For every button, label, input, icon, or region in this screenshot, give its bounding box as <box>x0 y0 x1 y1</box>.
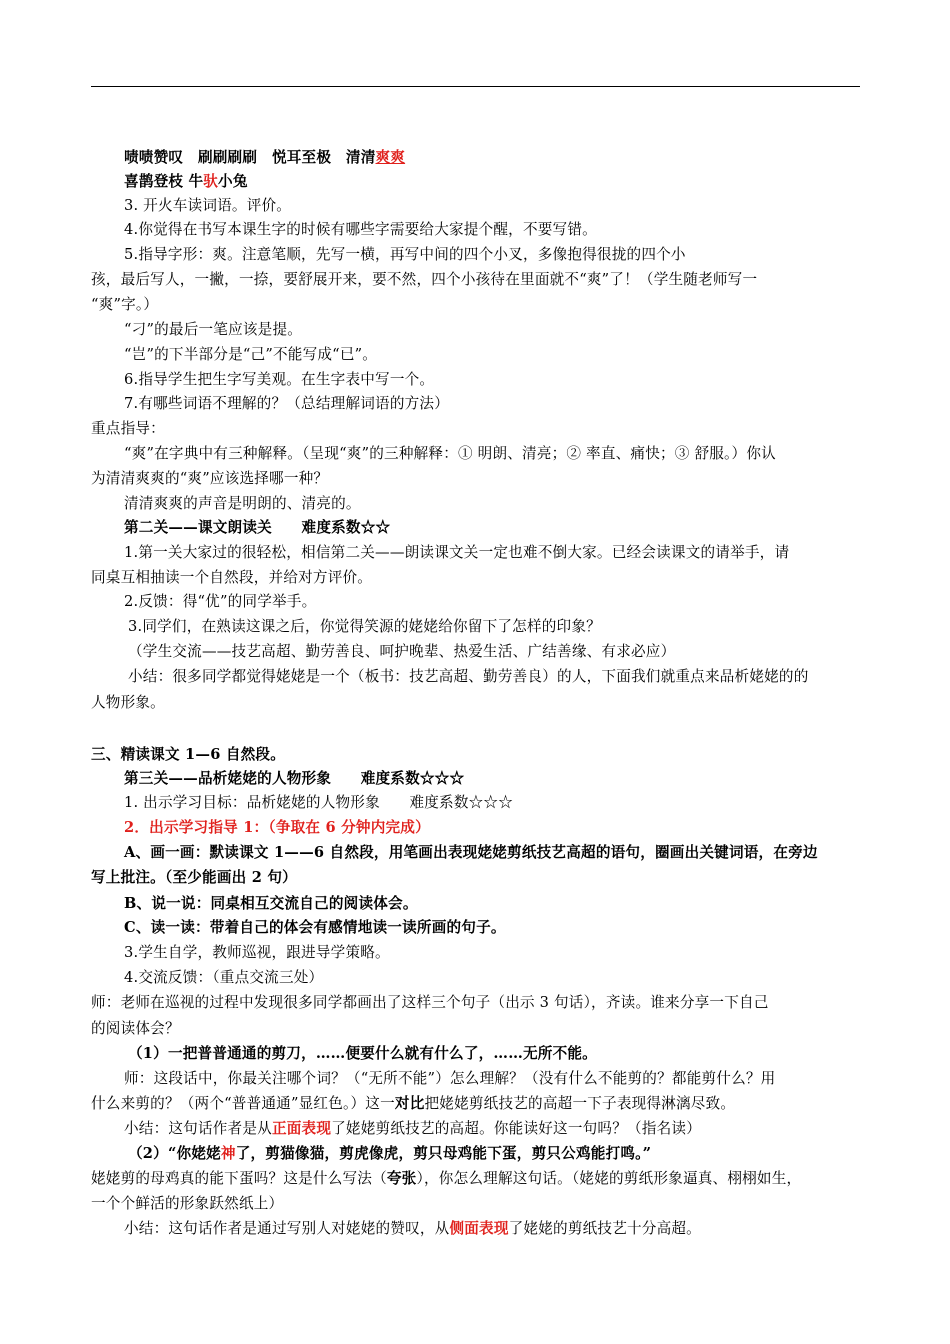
text-line <box>124 818 430 837</box>
text-line <box>91 1194 283 1213</box>
text-segment: 小结：这句话作者是从 <box>124 1120 272 1137</box>
text-line <box>128 642 675 661</box>
text-line <box>124 444 776 463</box>
text-segment: 清清爽爽的声音是明朗的、清亮的。 <box>124 495 361 512</box>
text-segment: 3.学生自学，教师巡视，跟进导学策略。 <box>124 944 390 961</box>
text-line <box>91 868 297 887</box>
text-line <box>124 1069 775 1088</box>
text-line <box>91 693 165 712</box>
text-line <box>124 494 361 513</box>
text-segment: 第三关——品析姥姥的人物形象 难度系数☆☆☆ <box>124 770 465 787</box>
text-segment: 4.交流反馈：（重点交流三处） <box>124 969 324 986</box>
text-line <box>124 793 513 812</box>
text-segment: 姥姥剪的母鸡真的能下蛋吗？这是什么写法（ <box>91 1170 387 1187</box>
text-segment: 4.你觉得在书写本课生字的时候有哪些字需要给大家提个醒，不要写错。 <box>124 221 597 238</box>
text-segment: 3.同学们，在熟读这课之后，你觉得笑源的姥姥给你留下了怎样的印象？ <box>128 618 601 635</box>
text-line <box>124 968 323 987</box>
text-line <box>124 1219 701 1238</box>
header-rule <box>91 86 860 87</box>
text-line <box>91 1169 801 1188</box>
text-segment: “爽”字。） <box>91 296 159 313</box>
text-line <box>124 894 418 913</box>
text-line <box>91 1019 180 1038</box>
text-segment: ），你怎么理解这句话。（姥姥的剪纸形象逼真、栩栩如生， <box>416 1170 802 1187</box>
text-line <box>128 617 601 636</box>
text-segment: 侧面表现 <box>449 1220 509 1237</box>
text-line <box>124 345 377 364</box>
text-segment: 的阅读体会？ <box>91 1020 180 1037</box>
text-segment: 第二关——课文朗读关 难度系数☆☆ <box>124 519 391 536</box>
text-segment: 小结：这句话作者是通过写别人对姥姥的赞叹，从 <box>124 1220 450 1237</box>
text-line <box>124 918 506 937</box>
text-segment: （2）“你姥姥 <box>128 1145 221 1162</box>
text-segment: 1.第一关大家过的很轻松，相信第二关——朗读课文关一定也难不倒大家。已经会读课文的请举手，请 <box>124 544 790 561</box>
text-segment: 为清清爽爽的“爽”应该选择哪一种？ <box>91 470 329 487</box>
text-line <box>91 568 372 587</box>
text-line <box>124 592 316 611</box>
text-segment: 爽爽 <box>375 149 406 166</box>
text-line <box>91 993 769 1012</box>
text-line <box>124 769 464 788</box>
text-segment: 夸张 <box>386 1170 417 1187</box>
text-segment: （1）一把普普通通的剪刀，……便要什么就有什么了，……无所不能。 <box>128 1045 597 1062</box>
text-segment: 了姥姥的剪纸技艺十分高超。 <box>508 1220 701 1237</box>
text-line <box>124 518 390 537</box>
text-segment: 2．出示学习指导 1：（争取在 6 分钟内完成） <box>124 819 430 836</box>
text-line <box>124 172 248 191</box>
text-segment: 5.指导字形：爽。注意笔顺，先写一横，再写中间的四个小叉，多像抱得很拢的四个小 <box>124 246 686 263</box>
text-line <box>128 667 809 686</box>
text-line <box>124 320 302 339</box>
text-line <box>128 1144 651 1163</box>
text-segment: 小结：很多同学都觉得姥姥是一个（板书：技艺高超、勤劳善良）的人，下面我们就重点来品析姥姥的的 <box>128 668 809 685</box>
text-segment: C、读一读：带着自己的体会有感情地读一读所画的句子。 <box>124 919 506 936</box>
text-segment: 一个个鲜活的形象跃然纸上） <box>91 1195 284 1212</box>
text-segment: 6.指导学生把生字写美观。在生字表中写一个。 <box>124 371 435 388</box>
text-segment: 1. 出示学习目标：品析姥姥的人物形象 难度系数☆☆☆ <box>124 794 514 811</box>
text-segment: 同桌互相抽读一个自然段，并给对方评价。 <box>91 569 373 586</box>
text-line <box>91 295 158 314</box>
text-line <box>124 148 405 167</box>
text-segment: 驮 <box>203 173 219 190</box>
text-segment: 正面表现 <box>271 1120 332 1137</box>
text-segment: 对比 <box>394 1095 425 1112</box>
text-segment: B、说一说：同桌相互交流自己的阅读体会。 <box>124 895 418 912</box>
text-segment: （学生交流——技艺高超、勤劳善良、呵护晚辈、热爱生活、广结善缘、有求必应） <box>128 643 676 660</box>
text-line <box>91 1094 735 1113</box>
text-segment: 人物形象。 <box>91 694 165 711</box>
text-segment: “岂”的下半部分是“己”不能写成“已”。 <box>124 346 378 363</box>
text-segment: 神 <box>220 1145 236 1162</box>
text-segment: 了姥姥剪纸技艺的高超。你能读好这一句吗？（指名读） <box>331 1120 701 1137</box>
text-segment: 3. 开火车读词语。评价。 <box>124 197 292 214</box>
text-segment: 师：老师在巡视的过程中发现很多同学都画出了这样三个句子（出示 3 句话），齐读。谁来分享一下自己 <box>91 994 769 1011</box>
text-line <box>124 196 291 215</box>
text-line <box>124 245 686 264</box>
text-segment: 啧啧赞叹 刷刷刷刷 悦耳至极 清清 <box>124 149 376 166</box>
text-segment: 什么来剪的？（两个“普普通通”显红色。）这一 <box>91 1095 395 1112</box>
text-segment: A、画一画：默读课文 1——6 自然段，用笔画出表现姥姥剪纸技艺高超的语句，圈画出关键词语，在旁边 <box>124 844 818 861</box>
text-line <box>124 394 449 413</box>
text-line <box>124 220 597 239</box>
text-line <box>124 943 390 962</box>
text-segment: 师：这段话中，你最关注哪个词？（“无所不能”）怎么理解？（没有什么不能剪的？都能剪什么？用 <box>124 1070 776 1087</box>
text-line <box>91 419 165 438</box>
text-line <box>91 270 757 289</box>
text-line <box>124 543 789 562</box>
text-line <box>91 745 285 764</box>
text-segment: 孩，最后写人，一撇，一捺，要舒展开来，要不然，四个小孩待在里面就不“爽”了！（学生随老师写一 <box>91 271 758 288</box>
text-segment: 把姥姥剪纸技艺的高超一下子表现得淋漓尽致。 <box>424 1095 736 1112</box>
text-segment: 写上批注。（至少能画出 2 句） <box>91 869 297 886</box>
text-line <box>91 469 328 488</box>
text-line <box>124 1119 701 1138</box>
text-segment: 2.反馈：得“优”的同学举手。 <box>124 593 317 610</box>
text-line <box>124 843 818 862</box>
text-segment: 喜鹊登枝 牛 <box>124 173 204 190</box>
text-line <box>128 1044 597 1063</box>
text-segment: “爽”在字典中有三种解释。（呈现“爽”的三种解释：① 明朗、清亮；② 率直、痛快；③ 舒服。）你认 <box>124 445 776 462</box>
text-segment: 三、精读课文 1—6 自然段。 <box>91 746 286 763</box>
text-line <box>124 370 434 389</box>
text-segment: 小兔 <box>218 173 248 190</box>
text-segment: 了，剪猫像猫，剪虎像虎，剪只母鸡能下蛋，剪只公鸡能打鸣。” <box>235 1145 652 1162</box>
text-segment: 重点指导： <box>91 420 165 437</box>
text-segment: 7.有哪些词语不理解的？（总结理解词语的方法） <box>124 395 449 412</box>
text-segment: “刁”的最后一笔应该是提。 <box>124 321 303 338</box>
